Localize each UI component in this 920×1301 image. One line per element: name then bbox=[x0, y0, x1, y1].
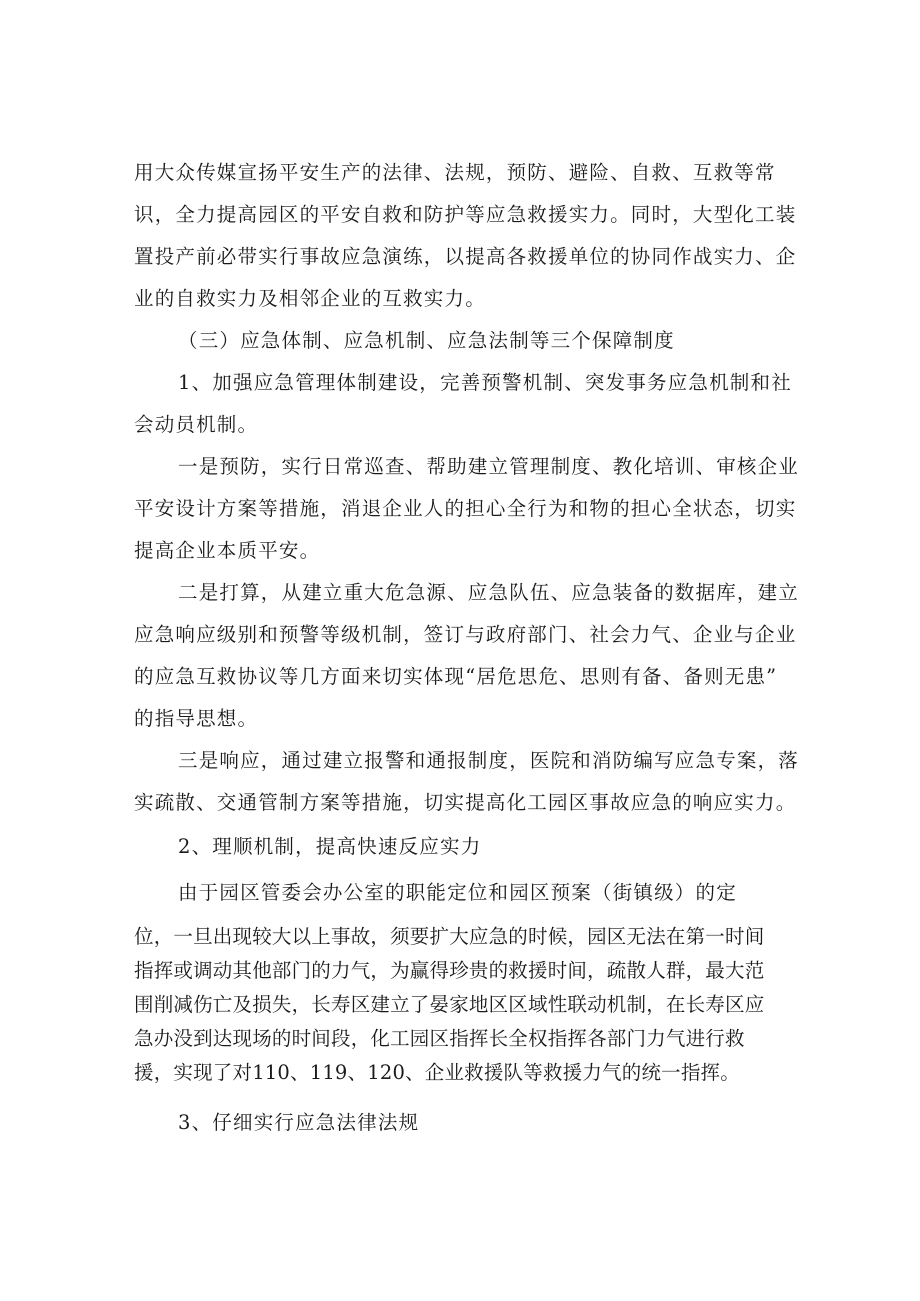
text-line: 置投产前必带实行事故应急演练，以提高各救援单位的协同作战实力、企 bbox=[134, 245, 797, 268]
item-heading-2: 2、理顺机制，提高快速反应实力 bbox=[178, 835, 482, 858]
text-line: 援，实现了对110、119、120、企业救援队等救援力气的统一指挥。 bbox=[134, 1061, 740, 1084]
text-line: 三是响应，通过建立报警和通报制度，医院和消防编写应急专案，落 bbox=[178, 749, 800, 772]
text-line: 急办没到达现场的时间段，化工园区指挥长全权指挥各部门力气进行救 bbox=[134, 1027, 745, 1050]
text-line: 一是预防，实行日常巡查、帮助建立管理制度、教化培训、审核企业 bbox=[178, 455, 800, 478]
text-line: 二是打算，从建立重大危急源、应急队伍、应急装备的数据库，建立 bbox=[178, 581, 800, 604]
item-heading-3: 3、仔细实行应急法律法规 bbox=[178, 1111, 420, 1134]
text-line: 围削减伤亡及损失，长寿区建立了晏家地区区域性联动机制，在长寿区应 bbox=[134, 993, 765, 1016]
text-line: 平安设计方案等措施，消退企业人的担心全行为和物的担心全状态，切实 bbox=[134, 497, 797, 520]
text-line: 位，一旦出现较大以上事故，须要扩大应急的时候，园区无法在第一时间 bbox=[134, 925, 765, 948]
text-line: 业的自救实力及相邻企业的互救实力。 bbox=[134, 287, 486, 310]
text-line: 实疏散、交通管制方案等措施，切实提高化工园区事故应急的响应实力。 bbox=[134, 791, 797, 814]
text-line: 用大众传媒宣扬平安生产的法律、法规，预防、避险、自救、互救等常 bbox=[134, 161, 776, 184]
text-line: 识，全力提高园区的平安自救和防护等应急救援实力。同时，大型化工装 bbox=[134, 203, 797, 226]
text-line: 的指导思想。 bbox=[134, 707, 259, 730]
text-line: 指挥或调动其他部门的力气，为赢得珍贵的救援时间，疏散人群，最大范 bbox=[134, 959, 765, 982]
text-line: 的应急互救协议等几方面来切实体现“居危思危、思则有备、备则无患” bbox=[134, 665, 778, 688]
text-line: 提高企业本质平安。 bbox=[134, 539, 321, 562]
text-line: 由于园区管委会办公室的职能定位和园区预案（街镇级）的定 bbox=[178, 881, 737, 904]
text-line: 1、加强应急管理体制建设，完善预警机制、突发事务应急机制和社 bbox=[178, 371, 792, 394]
text-line: 应急响应级别和预警等级机制，签订与政府部门、社会力气、企业与企业 bbox=[134, 623, 797, 646]
section-heading-three: （三）应急体制、应急机制、应急法制等三个保障制度 bbox=[178, 329, 675, 352]
text-line: 会动员机制。 bbox=[134, 413, 259, 436]
